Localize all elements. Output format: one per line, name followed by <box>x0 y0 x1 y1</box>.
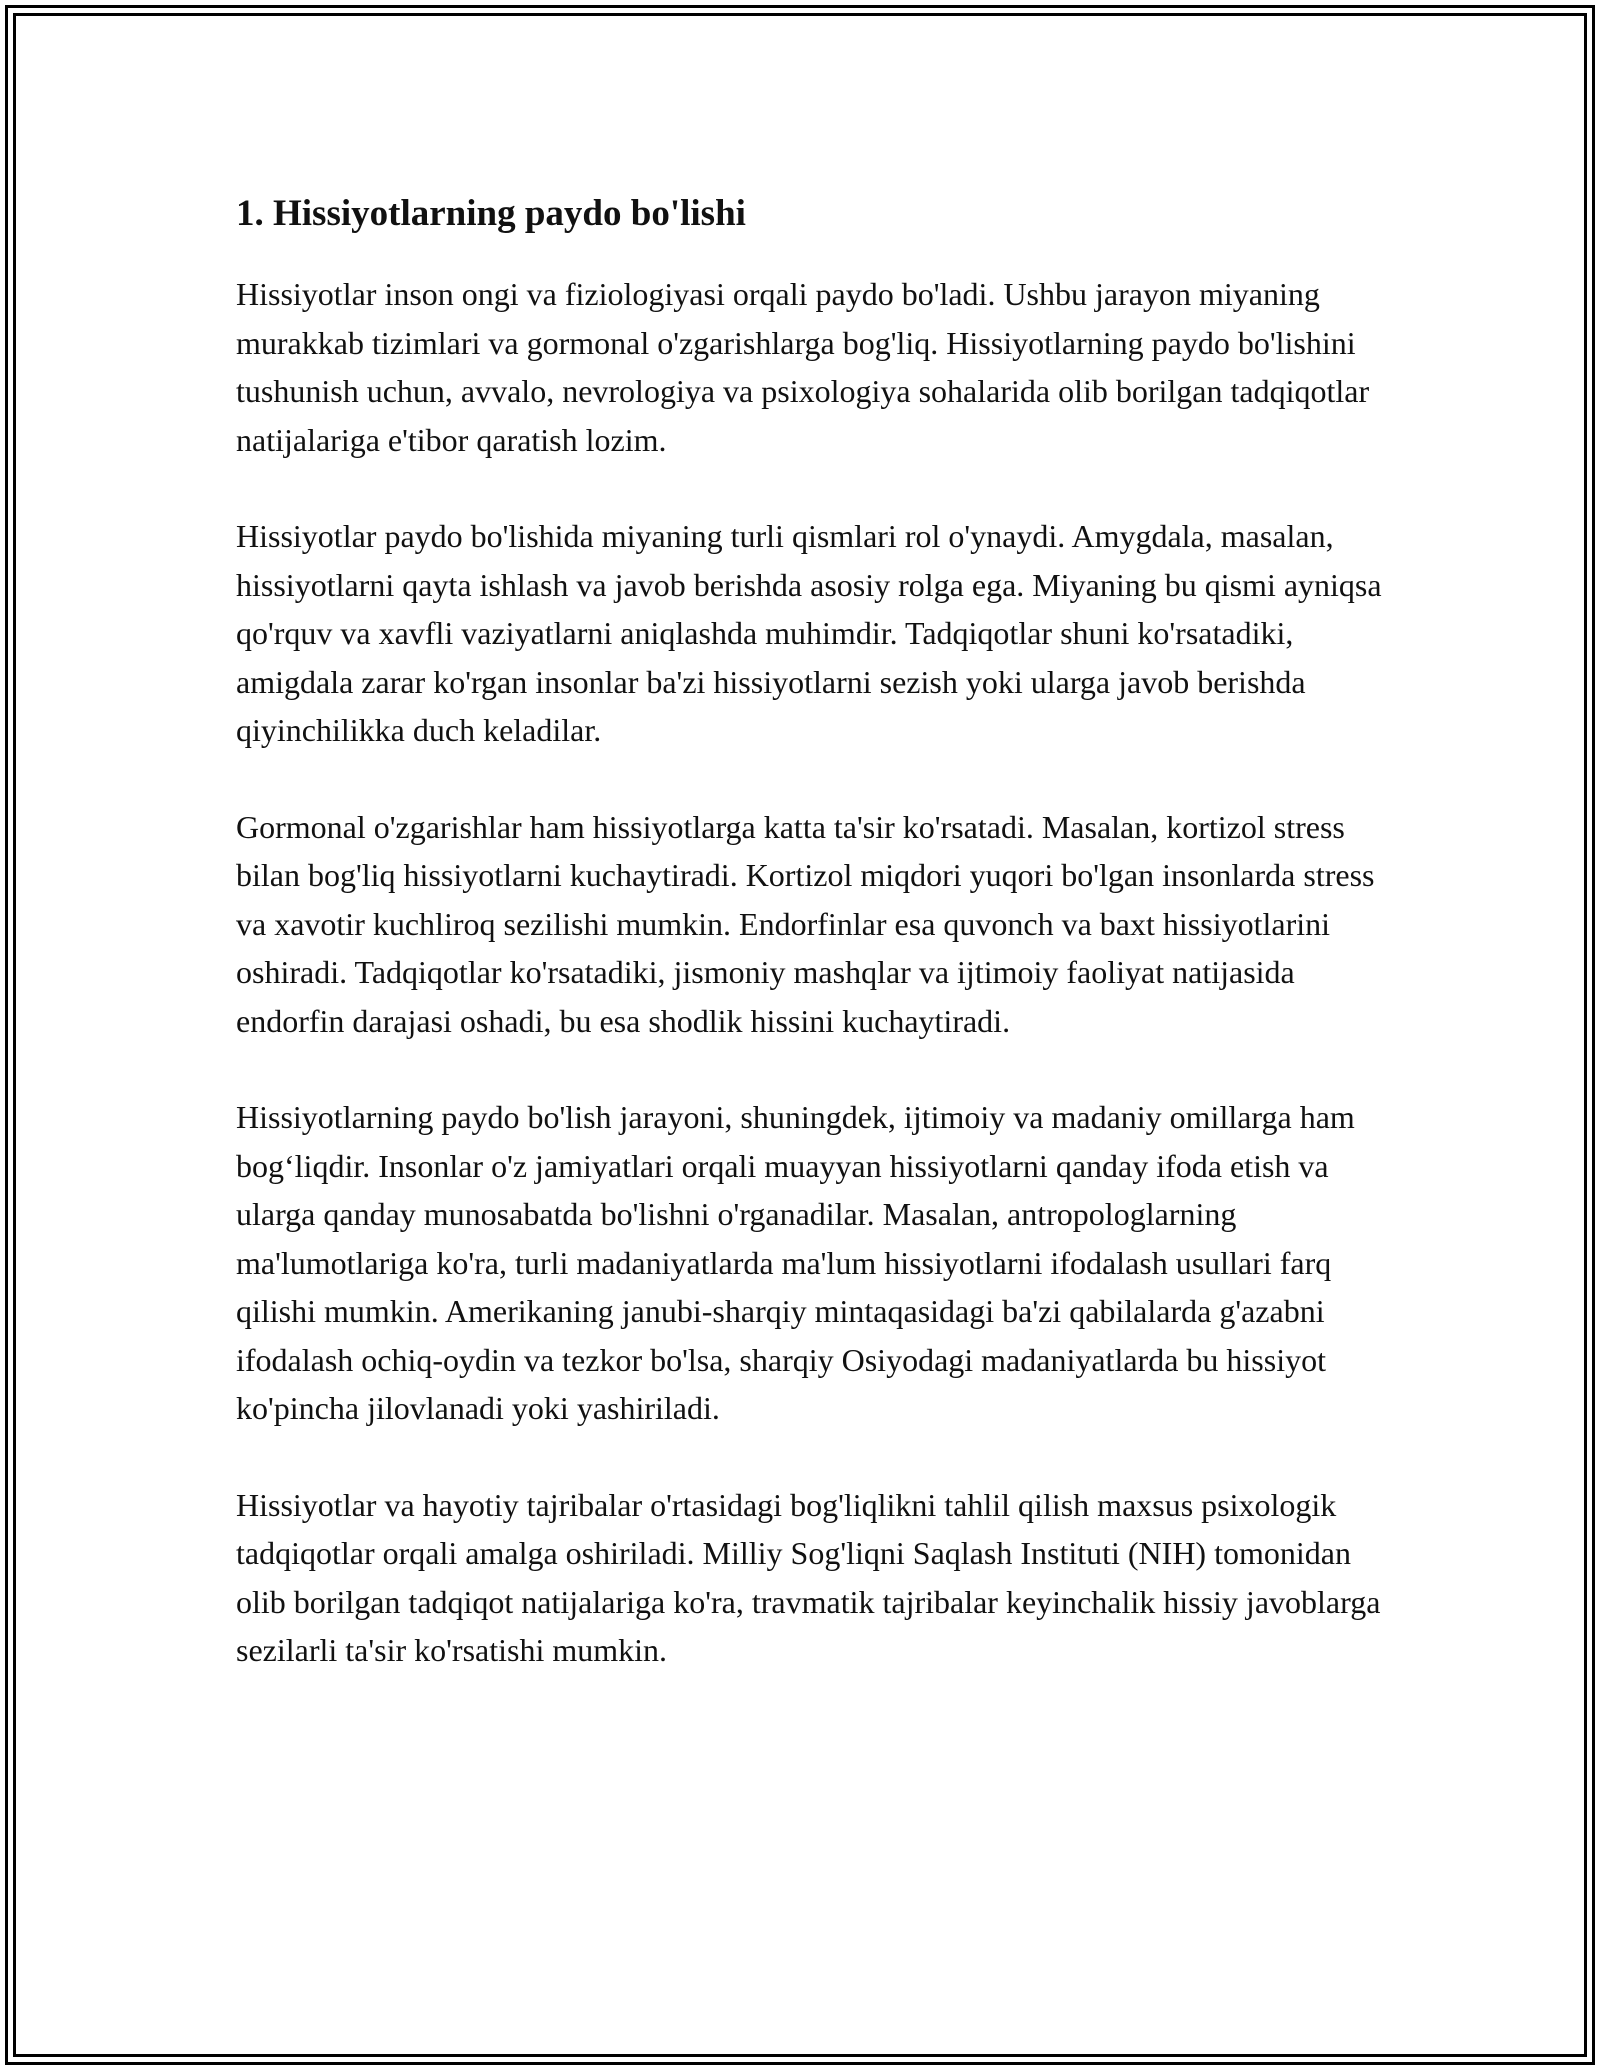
paragraph-2: Hissiyotlar paydo bo'lishida miyaning turli qismlari rol o'ynaydi. Amygdala, masalan, hissiyotlarni qayta ishlash va javob berishda asosiy rolga ega. Miyaning bu qismi ayniqsa qo'rquv va xavfli vaziyatlarni aniqlashda muhimdir. Tadqiqotlar shuni ko'rsatadiki, amigdala zarar ko'rgan insonlar ba'zi hissiyotlarni sezish yoki ularga javob berishda qiyinchilikka duch keladilar. <box>236 518 1382 748</box>
paragraph-1: Hissiyotlar inson ongi va fiziologiyasi orqali paydo bo'ladi. Ushbu jarayon miyaning murakkab tizimlari va gormonal o'zgarishlarga bog'liq. Hissiyotlarning paydo bo'lishini tushunish uchun, avvalo, nevrologiya va psixologiya sohalarida olib borilgan tadqiqotlar natijalariga e'tibor qaratish lozim. <box>236 276 1370 458</box>
section-title: 1. Hissiyotlarning paydo bo'lishi <box>236 193 746 234</box>
document-body <box>236 186 1396 1675</box>
paragraph-3: Gormonal o'zgarishlar ham hissiyotlarga katta ta'sir ko'rsatadi. Masalan, kortizol stress bilan bog'liq hissiyotlarni kuchaytiradi. Kortizol miqdori yuqori bo'lgan insonlarda stress va xavotir kuchliroq sezilishi mumkin. Endorfinlar esa quvonch va baxt hissiyotlarini oshiradi. Tadqiqotlar ko'rsatadiki, jismoniy mashqlar va ijtimoiy faoliyat natijasida endorfin darajasi oshadi, bu esa shodlik hissini kuchaytiradi. <box>236 808 1375 1039</box>
paragraph-4: Hissiyotlarning paydo bo'lish jarayoni, shuningdek, ijtimoiy va madaniy omillarga ham bog‘liqdir. Insonlar o'z jamiyatlari orqali muayyan hissiyotlarni qanday ifoda etish va ularga qanday munosabatda bo'lishni o'rganadilar. Masalan, antropologlarning ma'lumotlariga ko'ra, turli madaniyatlarda ma'lum hissiyotlarni ifodalash usullari farq qilishi mumkin. Amerikaning janubi-sharqiy mintaqasidagi ba'zi qabilalarda g'azabni ifodalash ochiq-oydin va tezkor bo'lsa, sharqiy Osiyodagi madaniyatlarda bu hissiyot ko'pincha jilovlanadi yoki yashiriladi. <box>236 1099 1355 1426</box>
paragraph-5: Hissiyotlar va hayotiy tajribalar o'rtasidagi bog'liqlikni tahlil qilish maxsus psixologik tadqiqotlar orqali amalga oshiriladi. Milliy Sog'liqni Saqlash Instituti (NIH) tomonidan olib borilgan tadqiqot natijalariga ko'ra, travmatik tajribalar keyinchalik hissiy javoblarga sezilarli ta'sir ko'rsatishi mumkin. <box>236 1486 1381 1668</box>
